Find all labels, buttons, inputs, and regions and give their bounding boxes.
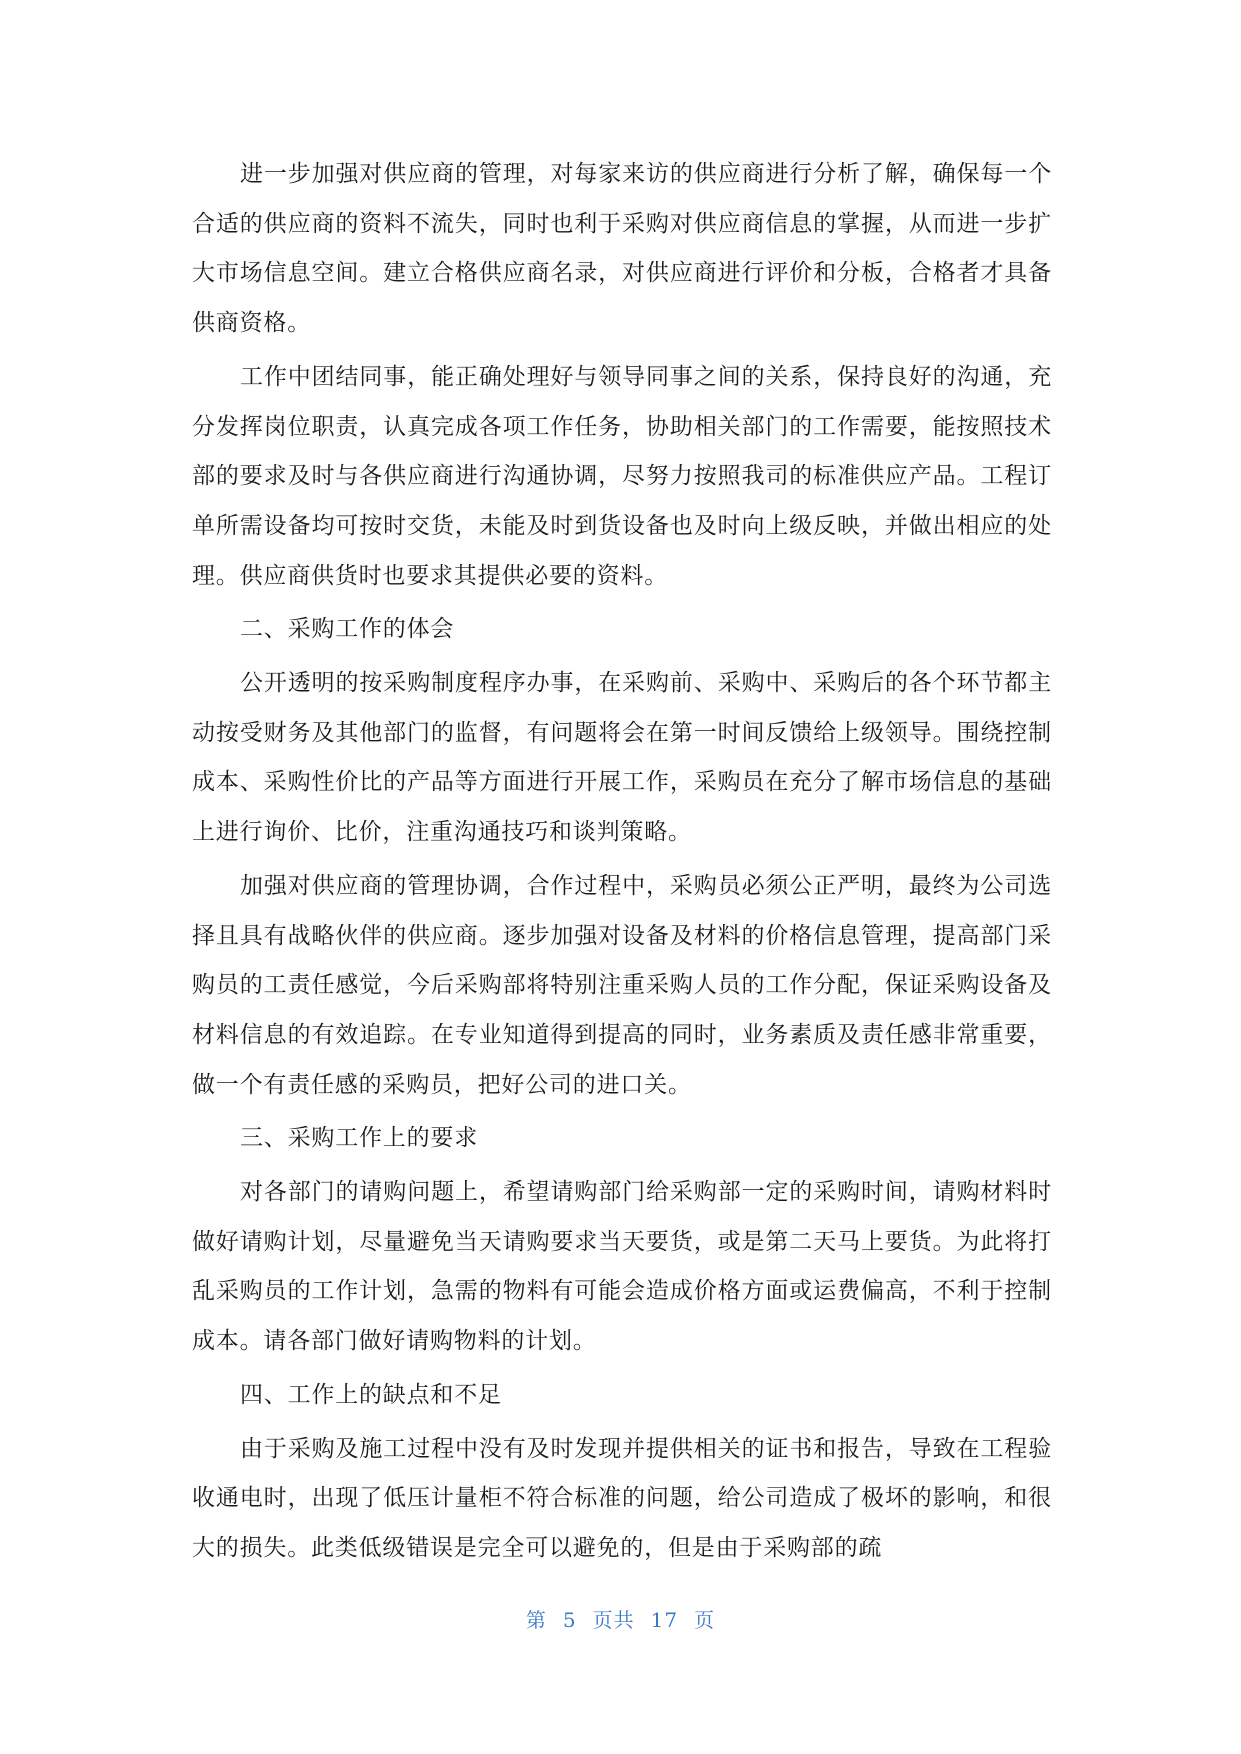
paragraph-supplier-management: 进一步加强对供应商的管理，对每家来访的供应商进行分析了解，确保每一个合适的供应商的资料不流失，同时也利于采购对供应商信息的掌握，从而进一步扩大市场信息空间。建立合格供应商名录，对供应商进行评价和分板，合格者才具备供商资格。 xyxy=(192,161,1052,337)
footer-total-pages: 17 xyxy=(650,1608,679,1632)
section-heading-requirements: 三、采购工作上的要求 xyxy=(240,1125,478,1152)
paragraph-requisition: 对各部门的请购问题上，希望请购部门给采购部一定的采购时间，请购材料时做好请购计划，尽量避免当天请购要求当天要货，或是第二天马上要货。为此将打乱采购员的工作计划，急需的物料有可能会造成价格方面或运费偏高，不利于控制成本。请各部门做好请购物料的计划。 xyxy=(192,1179,1052,1355)
section-heading-shortcomings: 四、工作上的缺点和不足 xyxy=(240,1381,502,1408)
paragraph-coordination: 加强对供应商的管理协调，合作过程中，采购员必须公正严明，最终为公司选择且具有战略伙伴的供应商。逐步加强对设备及材料的价格信息管理，提高部门采购员的工责任感觉，今后采购部将特别注重采购人员的工作分配，保证采购设备及材料信息的有效追踪。在专业知道得到提高的同时，业务素质及责任感非常重要，做一个有责任感的采购员，把好公司的进口关。 xyxy=(192,872,1052,1098)
paragraph-shortcomings: 由于采购及施工过程中没有及时发现并提供相关的证书和报告，导致在工程验收通电时，出现了低压计量柜不符合标准的问题，给公司造成了极坏的影响，和很大的损失。此类低级错误是完全可以避免的，但是由于采购部的疏 xyxy=(192,1435,1052,1561)
paragraph-transparency: 公开透明的按采购制度程序办事，在采购前、采购中、采购后的各个环节都主动按受财务及其他部门的监督，有问题将会在第一时间反馈给上级领导。围绕控制成本、采购性价比的产品等方面进行开展工作，采购员在充分了解市场信息的基础上进行询价、比价，注重沟通技巧和谈判策略。 xyxy=(192,670,1052,846)
footer-middle: 页共 xyxy=(592,1608,635,1632)
page-footer xyxy=(0,1604,1241,1633)
footer-prefix: 第 xyxy=(525,1608,547,1632)
section-heading-experience: 二、采购工作的体会 xyxy=(240,616,455,643)
document-body xyxy=(192,150,1052,1578)
paragraph-teamwork: 工作中团结同事，能正确处理好与领导同事之间的关系，保持良好的沟通，充分发挥岗位职责，认真完成各项工作任务，协助相关部门的工作需要，能按照技术部的要求及时与各供应商进行沟通协调，尽努力按照我司的标准供应产品。工程订单所需设备均可按时交货，未能及时到货设备也及时向上级反映，并做出相应的处理。供应商供货时也要求其提供必要的资料。 xyxy=(192,363,1052,589)
footer-suffix: 页 xyxy=(694,1608,716,1632)
footer-current-page: 5 xyxy=(562,1608,577,1632)
